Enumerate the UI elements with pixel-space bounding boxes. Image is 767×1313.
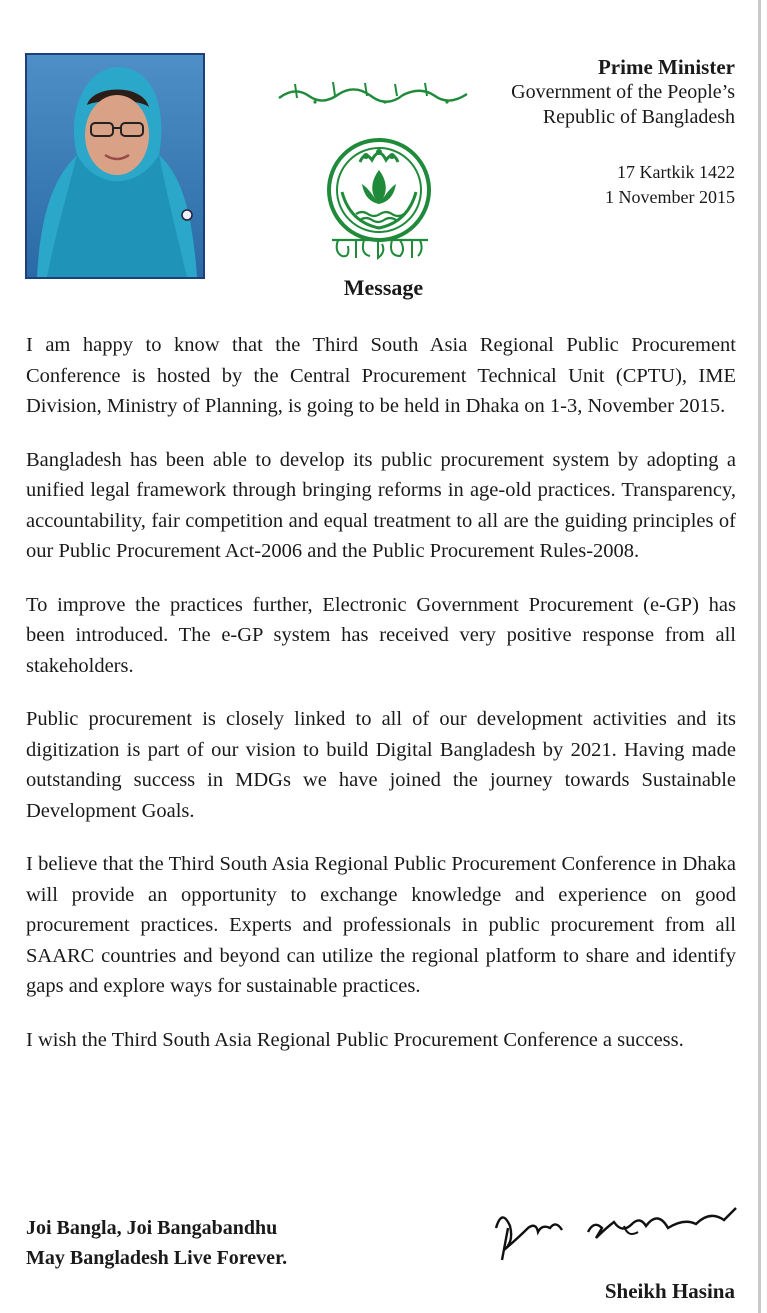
- closing-line-1: Joi Bangla, Joi Bangabandhu: [26, 1217, 278, 1239]
- message-body: [26, 330, 736, 1078]
- signature-icon: [488, 1198, 748, 1268]
- message-title: Message: [343, 275, 424, 300]
- paragraph: Bangladesh has been able to develop its public procurement system by adopting a unified legal framework through bringing reforms in age-old practices. Transparency, accountability, fair competition and equal treatment to all are the guiding principles of our Public Procurement Act-2006 and the Public Procurement Rules-2008.: [26, 448, 736, 562]
- emblem-caption: [330, 232, 430, 264]
- date-bengali: 17 Kartkik 1422: [617, 162, 735, 182]
- message-heading: [0, 275, 767, 301]
- signer-name: Sheikh Hasina: [604, 1279, 735, 1303]
- page-edge: [758, 0, 761, 1313]
- message-dates: [605, 160, 735, 210]
- paragraph: I wish the Third South Asia Regional Public Procurement Conference a success.: [26, 1028, 684, 1051]
- handwritten-signature: [488, 1198, 748, 1268]
- office-title: Prime Minister: [597, 55, 735, 79]
- office-header: [511, 55, 735, 130]
- portrait-photo: [25, 53, 205, 279]
- office-line-2: Republic of Bangladesh: [542, 106, 735, 128]
- paragraph: I believe that the Third South Asia Regional Public Procurement Conference in Dhaka will provide an opportunity to exchange knowledge and experience on good procurement practices. Experts and professionals in public procurement from all SAARC countries and beyond can utilize the regional platform to share and identify gaps and explore ways for sustainable practices.: [26, 853, 736, 997]
- paragraph: To improve the practices further, Electronic Government Procurement (e-GP) has been introduced. The e-GP system has received very positive response from all stakeholders.: [26, 593, 736, 677]
- bengali-caption-icon: [330, 232, 430, 264]
- closing-line-2: May Bangladesh Live Forever.: [26, 1247, 288, 1269]
- bismillah-calligraphy: [275, 80, 471, 106]
- bismillah-icon: [275, 80, 471, 106]
- closing-salutation: [26, 1213, 287, 1273]
- paragraph: Public procurement is closely linked to all of our development activities and its digitization is part of our vision to build Digital Bangladesh by 2021. Having made outstanding success in MDGs we have joined the journey towards Sustainable Development Goals.: [26, 708, 736, 822]
- date-gregorian: 1 November 2015: [605, 187, 735, 207]
- paragraph: I am happy to know that the Third South Asia Regional Public Procurement Conference is hosted by the Central Procurement Technical Unit (CPTU), IME Division, Ministry of Planning, is going to be held in Dhaka on 1-3, November 2015.: [26, 334, 736, 417]
- office-line-1: Government of the People’s: [511, 81, 735, 103]
